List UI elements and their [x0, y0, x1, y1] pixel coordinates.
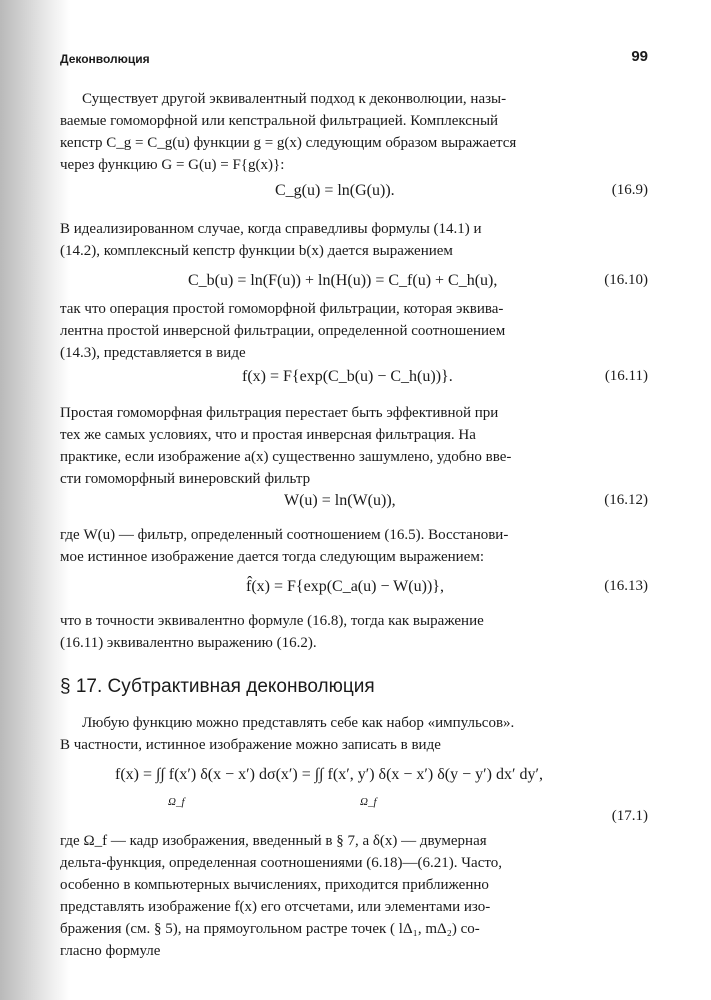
header-title: Деконволюция [60, 52, 150, 66]
text-line: тех же самых условиях, что и простая инверсная фильтрация. На [60, 427, 476, 443]
text-line: (14.3), представляется в виде [60, 345, 246, 361]
text-line: (14.2), комплексный кепстр функции b(x) дается выражением [60, 243, 453, 259]
running-header [60, 48, 652, 66]
text-line: где Ω_f — кадр изображения, введенный в § 7, а δ(x) — двумерная [60, 833, 487, 849]
text-line: представлять изображение f(x) его отсчетами, или элементами изо- [60, 899, 491, 915]
text-line: где W(u) — фильтр, определенный соотношением (16.5). Восстанови- [60, 527, 509, 543]
page [60, 0, 652, 1000]
equation-number: (16.9) [611, 182, 648, 198]
equation-16-12 [60, 490, 652, 516]
text-line: так что операция простой гомоморфной фильтрации, которая эквива- [60, 301, 504, 317]
text-line: особенно в компьютерных вычислениях, приходится приближенно [60, 877, 489, 893]
text-line: В идеализированном случае, когда справедливы формулы (14.1) и [60, 221, 482, 237]
paragraph-1 [60, 88, 652, 176]
equation-number: (16.11) [604, 368, 648, 384]
section-heading: § 17. Субтрактивная деконволюция [60, 676, 375, 697]
equation-number: (16.10) [604, 272, 648, 288]
equation-formula: f(x) = F{exp(C_b(u) − C_h(u))}. [242, 368, 453, 385]
equation-16-10 [60, 270, 652, 296]
text-line: сти гомоморфный винеровский фильтр [60, 471, 311, 487]
text-line: гласно формуле [60, 943, 161, 959]
integral-domain-label: Ω_f [168, 796, 185, 808]
equation-formula: C_g(u) = ln(G(u)). [275, 182, 395, 199]
paragraph-7 [60, 712, 652, 756]
text-line: (16.11) эквивалентно выражению (16.2). [60, 635, 317, 651]
equation-number: (17.1) [611, 808, 648, 824]
text-line: Любую функцию можно представлять себе как набор «импульсов». [82, 715, 515, 731]
equation-formula: f̂(x) = F{exp(C_a(u) − W(u))}, [246, 578, 444, 595]
text-line: практике, если изображение a(x) существенно зашумлено, удобно вве- [60, 449, 512, 465]
paragraph-3 [60, 298, 652, 364]
text-line: Существует другой эквивалентный подход к деконволюции, назы- [82, 91, 507, 107]
equation-number: (16.12) [604, 492, 648, 508]
text-line: бражения (см. § 5), на прямоугольном растре точек ( lΔ₁, mΔ₂) со- [60, 921, 480, 937]
text-line: кепстр C_g = C_g(u) функции g = g(x) следующим образом выражается [60, 135, 517, 151]
equation-formula: W(u) = ln(W(u)), [284, 492, 396, 509]
equation-16-9 [60, 180, 652, 206]
text-line: мое истинное изображение дается тогда следующим выражением: [60, 549, 485, 565]
text-line: ваемые гомоморфной или кепстральной фильтрацией. Комплексный [60, 113, 499, 129]
equation-17-1 [60, 760, 652, 824]
equation-formula: C_b(u) = ln(F(u)) + ln(H(u)) = C_f(u) + C_h(u), [188, 272, 498, 289]
paragraph-2 [60, 218, 652, 262]
text-line: Простая гомоморфная фильтрация перестает быть эффективной при [60, 405, 499, 421]
equation-16-11 [60, 366, 652, 392]
paragraph-4 [60, 402, 652, 490]
equation-number: (16.13) [604, 578, 648, 594]
paragraph-8 [60, 830, 652, 962]
equation-formula: f(x) = ∫∫ f(x′) δ(x − x′) dσ(x′) = ∫∫ f(x′, y′) δ(x − x′) δ(y − y′) dx′ dy′, [115, 766, 543, 783]
page-number: 99 [631, 48, 648, 65]
integral-domain-label: Ω_f [360, 796, 377, 808]
text-line: В частности, истинное изображение можно записать в виде [60, 737, 441, 753]
text-line: что в точности эквивалентно формуле (16.8), тогда как выражение [60, 613, 484, 629]
equation-16-13 [60, 576, 652, 602]
text-line: дельта-функция, определенная соотношениями (6.18)—(6.21). Часто, [60, 855, 502, 871]
text-line: через функцию G = G(u) = F{g(x)}: [60, 157, 285, 173]
paragraph-6 [60, 610, 652, 654]
paragraph-5 [60, 524, 652, 568]
text-line: лентна простой инверсной фильтрации, определенной соотношением [60, 323, 506, 339]
